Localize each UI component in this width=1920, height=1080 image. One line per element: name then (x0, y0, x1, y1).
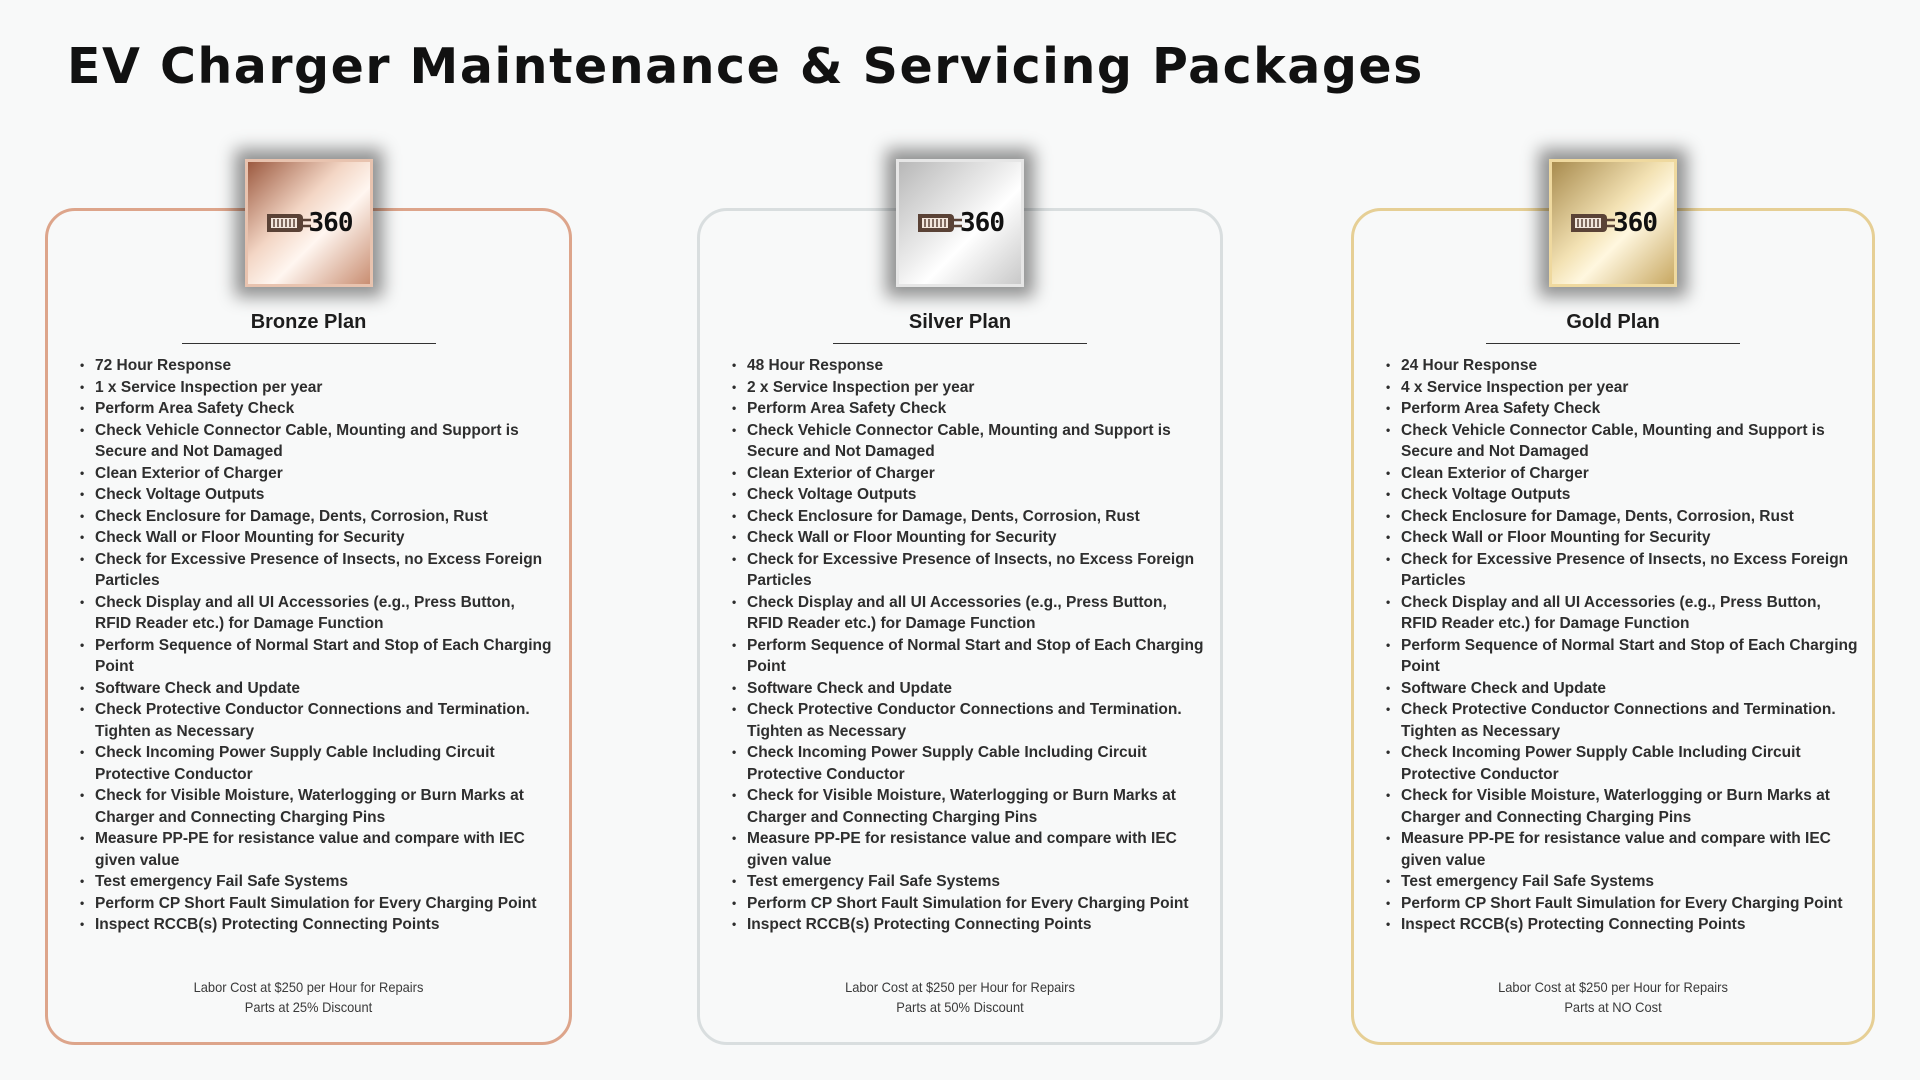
plan-name: Silver Plan (908, 311, 1012, 333)
feature-item: • Check Display and all UI Accessories (e.g., Press Button, RFID Reader etc.) for Damage Function (95, 592, 555, 635)
feature-item: • Check for Visible Moisture, Waterlogging or Burn Marks at Charger and Connecting Charging Pins (95, 785, 555, 828)
feature-item: • Perform Sequence of Normal Start and Stop of Each Charging Point (747, 635, 1206, 678)
feature-item: • Test emergency Fail Safe Systems (747, 871, 1206, 893)
feature-item: • Check Wall or Floor Mounting for Security (95, 527, 555, 549)
feature-item: • Check Enclosure for Damage, Dents, Corrosion, Rust (95, 506, 555, 528)
logo-text: 360 (1613, 208, 1657, 238)
feature-item: • Check Protective Conductor Connections and Termination. Tighten as Necessary (1401, 699, 1858, 742)
feature-item: • Inspect RCCB(s) Protecting Connecting Points (747, 914, 1206, 936)
feature-item: • Check Enclosure for Damage, Dents, Corrosion, Rust (1401, 506, 1858, 528)
feature-item: • Perform Sequence of Normal Start and Stop of Each Charging Point (95, 635, 555, 678)
plan-footer (700, 977, 1220, 1017)
feature-item: • Check Vehicle Connector Cable, Mounting and Support is Secure and Not Damaged (747, 420, 1206, 463)
feature-item: • Inspect RCCB(s) Protecting Connecting Points (1401, 914, 1858, 936)
logo-text: 360 (960, 208, 1004, 238)
charger-icon (916, 208, 966, 238)
plan-logo-badge (245, 159, 373, 287)
feature-item: • Clean Exterior of Charger (1401, 463, 1858, 485)
feature-item: • Perform CP Short Fault Simulation for Every Charging Point (1401, 893, 1858, 915)
plan-divider (833, 343, 1087, 344)
feature-item: • Inspect RCCB(s) Protecting Connecting Points (95, 914, 555, 936)
gold-plan-card (1351, 208, 1875, 1045)
feature-item: • Check for Excessive Presence of Insects, no Excess Foreign Particles (1401, 549, 1858, 592)
charger-icon (1569, 208, 1619, 238)
feature-item: • Software Check and Update (95, 678, 555, 700)
feature-item: • Check for Excessive Presence of Insects, no Excess Foreign Particles (95, 549, 555, 592)
feature-item: • Check Wall or Floor Mounting for Security (1401, 527, 1858, 549)
logo-mark (265, 208, 353, 238)
feature-item: • Software Check and Update (747, 678, 1206, 700)
feature-list (747, 355, 1206, 936)
feature-item: • Perform Area Safety Check (1401, 398, 1858, 420)
feature-item: • Measure PP-PE for resistance value and compare with IEC given value (747, 828, 1206, 871)
plan-name: Gold Plan (1566, 311, 1660, 333)
plan-logo-badge (1549, 159, 1677, 287)
feature-item: • 2 x Service Inspection per year (747, 377, 1206, 399)
feature-item: • Check Wall or Floor Mounting for Security (747, 527, 1206, 549)
feature-item: • Perform Area Safety Check (95, 398, 555, 420)
feature-item: • Software Check and Update (1401, 678, 1858, 700)
feature-item: • Check for Visible Moisture, Waterlogging or Burn Marks at Charger and Connecting Charging Pins (1401, 785, 1858, 828)
plan-footer (48, 977, 569, 1017)
feature-item: • Check for Visible Moisture, Waterlogging or Burn Marks at Charger and Connecting Charging Pins (747, 785, 1206, 828)
feature-item: • Test emergency Fail Safe Systems (95, 871, 555, 893)
feature-list (1401, 355, 1858, 936)
feature-item: • Test emergency Fail Safe Systems (1401, 871, 1858, 893)
feature-item: • Check Incoming Power Supply Cable Including Circuit Protective Conductor (747, 742, 1206, 785)
logo-text: 360 (308, 208, 353, 238)
feature-item: • Check Voltage Outputs (747, 484, 1206, 506)
feature-item: • Check Protective Conductor Connections and Termination. Tighten as Necessary (747, 699, 1206, 742)
feature-item: • Check Vehicle Connector Cable, Mounting and Support is Secure and Not Damaged (95, 420, 555, 463)
page-title: EV Charger Maintenance & Servicing Packages (67, 38, 1424, 95)
feature-item: • Measure PP-PE for resistance value and compare with IEC given value (95, 828, 555, 871)
parts-cost-text: Parts at NO Cost (1564, 999, 1662, 1015)
logo-mark (1569, 208, 1657, 238)
feature-item: • 4 x Service Inspection per year (1401, 377, 1858, 399)
feature-item: • Check for Excessive Presence of Insects, no Excess Foreign Particles (747, 549, 1206, 592)
feature-item: • Check Voltage Outputs (1401, 484, 1858, 506)
plan-name: Bronze Plan (250, 311, 367, 333)
silver-plan-card (697, 208, 1223, 1045)
feature-item: • 24 Hour Response (1401, 355, 1858, 377)
feature-item: • Check Enclosure for Damage, Dents, Corrosion, Rust (747, 506, 1206, 528)
plan-logo-badge (896, 159, 1024, 287)
feature-item: • Check Display and all UI Accessories (e.g., Press Button, RFID Reader etc.) for Damage Function (1401, 592, 1858, 635)
plan-divider (1486, 343, 1740, 344)
labor-cost-text: Labor Cost at $250 per Hour for Repairs (1498, 979, 1728, 995)
feature-item: • 48 Hour Response (747, 355, 1206, 377)
plan-divider (182, 343, 436, 344)
labor-cost-text: Labor Cost at $250 per Hour for Repairs (845, 979, 1075, 995)
feature-item: • Clean Exterior of Charger (95, 463, 555, 485)
feature-item: • Check Display and all UI Accessories (e.g., Press Button, RFID Reader etc.) for Damage Function (747, 592, 1206, 635)
feature-item: • Check Protective Conductor Connections and Termination. Tighten as Necessary (95, 699, 555, 742)
feature-list (95, 355, 555, 936)
feature-item: • Perform CP Short Fault Simulation for Every Charging Point (747, 893, 1206, 915)
feature-item: • Measure PP-PE for resistance value and compare with IEC given value (1401, 828, 1858, 871)
feature-item: • Check Vehicle Connector Cable, Mounting and Support is Secure and Not Damaged (1401, 420, 1858, 463)
feature-item: • Clean Exterior of Charger (747, 463, 1206, 485)
feature-item: • 72 Hour Response (95, 355, 555, 377)
parts-cost-text: Parts at 50% Discount (896, 999, 1024, 1015)
logo-mark (916, 208, 1004, 238)
parts-cost-text: Parts at 25% Discount (244, 999, 373, 1015)
charger-icon (265, 208, 315, 238)
feature-item: • Check Voltage Outputs (95, 484, 555, 506)
bronze-plan-card (45, 208, 572, 1045)
plan-footer (1354, 977, 1872, 1017)
feature-item: • Perform Area Safety Check (747, 398, 1206, 420)
labor-cost-text: Labor Cost at $250 per Hour for Repairs (193, 979, 424, 995)
feature-item: • Check Incoming Power Supply Cable Including Circuit Protective Conductor (1401, 742, 1858, 785)
feature-item: • Check Incoming Power Supply Cable Including Circuit Protective Conductor (95, 742, 555, 785)
feature-item: • Perform CP Short Fault Simulation for Every Charging Point (95, 893, 555, 915)
feature-item: • 1 x Service Inspection per year (95, 377, 555, 399)
feature-item: • Perform Sequence of Normal Start and Stop of Each Charging Point (1401, 635, 1858, 678)
